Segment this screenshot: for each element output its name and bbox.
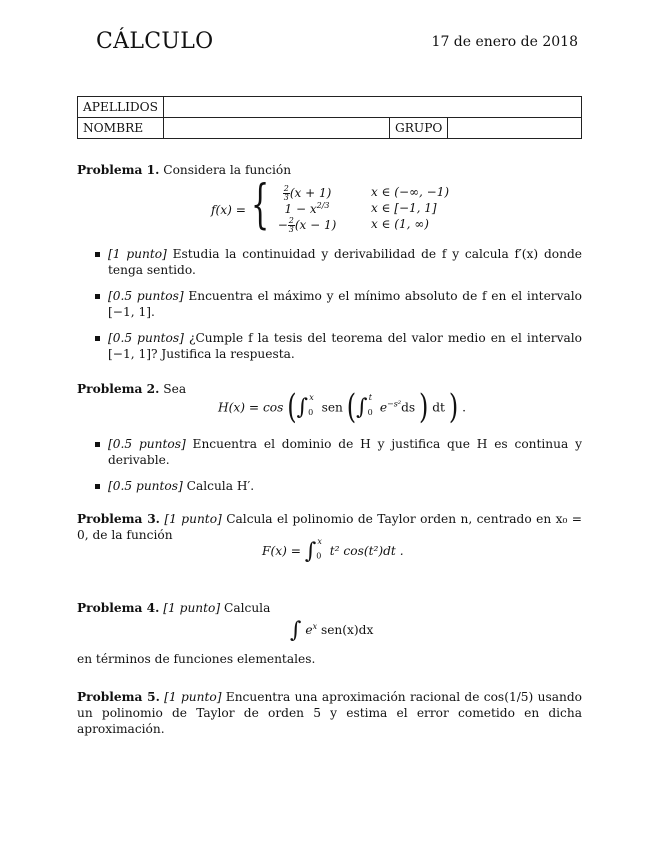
nombre-field[interactable] [164,118,390,139]
problem-3-text: Problema 3. [1 punto] Calcula el polinomio de Taylor orden n, centrado en x₀ = 0, de la función [77,512,582,543]
apellidos-label: APELLIDOS [78,97,164,118]
exam-date: 17 de enero de 2018 [431,34,578,50]
list-item: [0.5 puntos] Encuentra el dominio de H y justifica que H es continua y derivable. [77,436,582,468]
piecewise-function: f(x) = { $\frac{2}{3}$ (x + 1) x ∈ (−∞, −1) $1 - x^{2/3}$ x ∈ [−1, 1] − $\frac{2}{3}$ (x − 1) x ∈ (1, ∞) [211,175,450,235]
problem-1-items [77,246,582,363]
problem-1-intro: Considera la función [163,163,292,177]
student-id-table [77,96,582,139]
grupo-field[interactable] [448,118,582,139]
problem-4-after: en términos de funciones elementales. [77,652,316,666]
problem-1-heading [77,162,582,178]
formula-f: $F(x) = \int_0^x$ t² cos(t²)dt . [262,536,404,564]
piecewise-lhs: f(x) = [211,203,246,217]
left-brace: { [251,175,270,235]
problem-4-label: Problema 4. [77,601,160,615]
page-title: CÁLCULO [96,29,214,54]
problem-1-label: Problema 1. [77,163,160,177]
list-item: [0.5 puntos] ¿Cumple f la tesis del teorema del valor medio en el intervalo [−1, 1]? Justifica la respuesta. [77,330,582,362]
list-item: [1 punto] Estudia la continuidad y derivabilidad de f y calcula f′(x) donde tenga sentido. [77,246,582,278]
list-item: [0.5 puntos] Encuentra el máximo y el mínimo absoluto de f en el intervalo [−1, 1]. [77,288,582,320]
problem-2-intro: Sea [163,382,187,396]
problem-3-label: Problema 3. [77,512,160,526]
problem-2-items [77,436,582,494]
list-item: [0.5 puntos] Calcula H′. [77,478,582,494]
problem-5-label: Problema 5. [77,690,160,704]
grupo-label: GRUPO [390,118,448,139]
apellidos-field[interactable] [164,97,582,118]
problem-2-label: Problema 2. [77,382,160,396]
nombre-label: NOMBRE [78,118,164,139]
problem-5-text: Problema 5. [1 punto] Encuentra una aproximación racional de cos(1/5) usando un polinomio de Taylor de orden 5 y estima el error cometido en dicha aproximación. [77,690,582,737]
problem-4-text: Problema 4. [1 punto] Calcula [77,601,271,615]
formula-h: $H(x) = \cos (\int_0^x$ sen ($\int_0^t$ $e^{-s^2}ds$ ) dt ) . [218,387,466,427]
formula-integral: ∫ $e^x$ sen(x)dx [290,618,374,643]
